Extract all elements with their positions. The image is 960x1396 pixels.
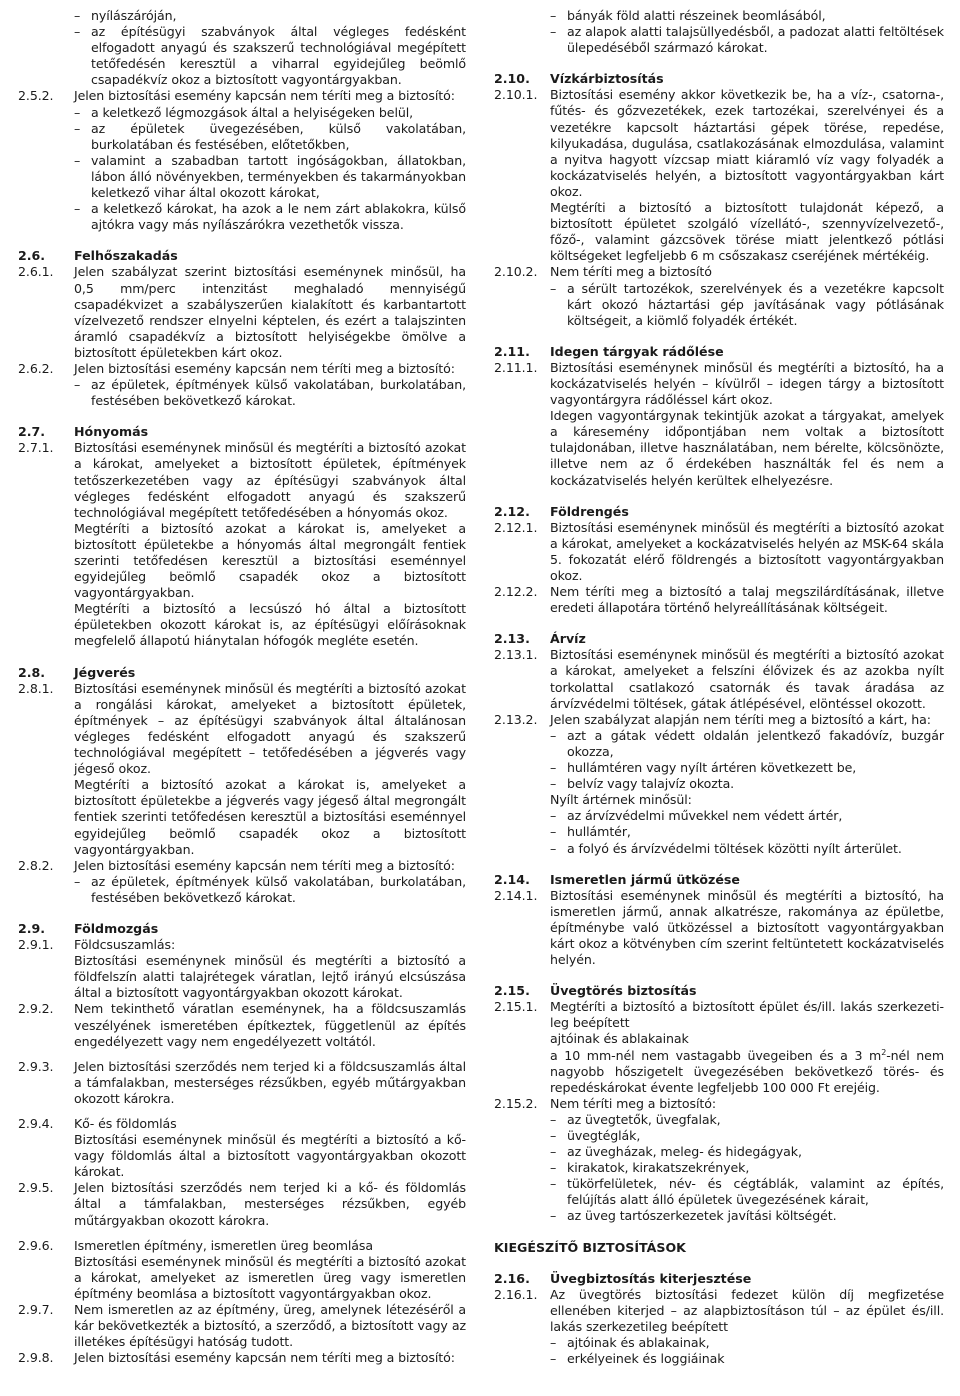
clause-text: Biztosítási eseménynek minősül és megtéríti a biztosító azokat a rongálási károkat, amelyeket a biztosított épületek, építmények – az építésügyi szabványok által általánosan végleges fedésként elfogadott anyagú és szakszerű technológiával megépített – tetőfedésében a jégverés vagy jégeső okoz. xyxy=(74,680,466,777)
clause-number: 2.15.2. xyxy=(494,1095,538,1111)
clause-number: 2.14.1. xyxy=(494,887,538,903)
clause-text: Biztosítási eseménynek minősül és megtéríti a biztosító azokat a károkat, amelyeket az ismeretlen üreg vagy ismeretlen építmény beomlása a biztosított vagyontárgyakban okoz. xyxy=(74,1253,466,1301)
clause-number: 2.9.7. xyxy=(18,1302,54,1318)
section-title: Felhőszakadás xyxy=(74,248,178,264)
list-item: – belvíz vagy talajvíz okozta. xyxy=(550,776,944,792)
clause-text: Biztosítási eseménynek minősül és megtéríti a biztosító azokat a károkat, amelyeket a felszíni élővizek és az azokba nyílt torkolattal csatlakozó csatornák és tavak áradása az árvízvédelmi töltések, gátak átlépésével, elöntéssel okozott. xyxy=(550,647,944,711)
clause-number: 2.5.2. xyxy=(18,88,54,104)
list-item: – tükörfelületek, név- és cégtáblák, valamint az építés, felújítás alatt álló épületek üvegezésének kárait, xyxy=(550,1176,944,1208)
section-heading-2-6 xyxy=(18,248,466,264)
clause-text: Jelen szabályzat szerint biztosítási eseménynek minősül, ha 0,5 mm/perc intenzitást meghaladó mennyiségű csapadékvizet a szabályszerűen kialakított és karbantartott vízelvezető rendszer elnyelni képtelen, és ezért a talajszinten áramló csapadékvíz a biztosított helyiségekbe ömölve a biztosított épületekben kárt okoz. xyxy=(74,264,466,360)
list-item: – üvegtéglák, xyxy=(550,1128,944,1144)
section-number: 2.11. xyxy=(494,343,530,359)
section-title: Árvíz xyxy=(550,631,586,647)
clause-text: Biztosítási eseménynek minősül és megtéríti a biztosító a földfelszín alatti talajrétegek váratlan, lejtő irányú elcsúszása által a biztosított vagyontárgyakban okozott károkat. xyxy=(74,953,466,1001)
list-item: – azt a gátak védett oldalán jelentkező fakadóvíz, buzgár okozza, xyxy=(550,728,944,760)
section-heading-2-10 xyxy=(494,71,944,87)
clause-number: 2.10.2. xyxy=(494,264,538,280)
clause-2-10-2 xyxy=(494,264,944,280)
clause-text: Jelen biztosítási esemény kapcsán nem téríti meg a biztosító: xyxy=(74,360,455,376)
clause-text: Nem téríti meg a biztosító a talaj megszilárdításának, illetve eredeti állapotára történő helyreállításának költségeit. xyxy=(550,584,944,616)
clause-paragraph xyxy=(494,1031,944,1047)
clause-number: 2.9.5. xyxy=(18,1180,54,1196)
list-item: – nyílászáróján, xyxy=(74,8,466,24)
clause-2-15-1 xyxy=(494,999,944,1031)
clause-number: 2.10.1. xyxy=(494,87,538,103)
section-heading-2-8 xyxy=(18,665,466,681)
clause-2-16-1 xyxy=(494,1287,944,1335)
clause-number: 2.16.1. xyxy=(494,1286,538,1302)
section-title: Idegen tárgyak rádőlése xyxy=(550,343,724,359)
clause-2-5-2 xyxy=(18,88,466,104)
list-item: – az üvegtetők, üvegfalak, xyxy=(550,1112,944,1128)
section-number: 2.13. xyxy=(494,631,530,647)
clause-text: Megtéríti a biztosító azokat a károkat is, amelyeket a biztosított épületekbe a hónyomás által megrongált fentiek szerinti tetőfedésen keresztül a biztosítási eseménnyel egyidejűleg beömlő csapadék okoz a biztosított vagyontárgyakban. xyxy=(74,520,466,601)
clause-text: Nem téríti meg a biztosító xyxy=(550,264,712,280)
section-heading-2-12 xyxy=(494,504,944,520)
clause-text: Jelen biztosítási esemény kapcsán nem téríti meg a biztosító: xyxy=(74,1350,455,1366)
clause-text: Jelen biztosítási szerződés nem terjed ki a kő- és földomlás által a támfalakban, mesterséges rézsűkben, egyéb műtárgyakban okozott károkra. xyxy=(74,1180,466,1228)
list-item: – a sérült tartozékok, szerelvények és a vezetékre kapcsolt kárt okozó háztartási gép javításának vagy pótlásának költségeit, a kiömlő folyadék értékét. xyxy=(550,281,944,329)
section-number: 2.10. xyxy=(494,71,530,87)
clause-paragraph xyxy=(494,792,944,808)
list-item: – valamint a szabadban tartott ingóságokban, állatokban, lábon álló növényekben, terményekben és takarmányokban keletkező vihar által okozott károkat, xyxy=(74,153,466,201)
left-column xyxy=(18,8,466,1366)
section-number: 2.6. xyxy=(18,248,46,264)
section-heading-2-11 xyxy=(494,344,944,360)
list-item: – a keletkező légmozgások által a helyiségeken belül, xyxy=(74,105,466,121)
clause-paragraph xyxy=(18,1254,466,1302)
section-heading-2-15 xyxy=(494,983,944,999)
clause-number: 2.13.1. xyxy=(494,647,538,663)
list-item: – az épületek üvegezésében, külső vakolatában, burkolatában és festésében, előtetőkben, xyxy=(74,121,466,153)
clause-number: 2.9.8. xyxy=(18,1350,54,1366)
clause-2-6-1 xyxy=(18,264,466,361)
section-number: 2.9. xyxy=(18,920,46,936)
clause-2-9-3 xyxy=(18,1059,466,1107)
section-number: 2.12. xyxy=(494,503,530,519)
section-heading-2-13 xyxy=(494,631,944,647)
list-item: – az alapok alatti talajsüllyedésből, a padozat alatti feltöltések ülepedéséből származó károkat. xyxy=(550,24,944,56)
clause-number: 2.6.2. xyxy=(18,360,54,376)
list-item: – ajtóinak és ablakainak, xyxy=(550,1335,944,1351)
section-title: Ismeretlen jármű ütközése xyxy=(550,871,740,887)
clause-text: Nem ismeretlen az az építmény, üreg, amelynek létezéséről a kár bekövetkezték a biztosító, a szerződő, a biztosított vagy az illetékes építésügyi hatóság tudott. xyxy=(74,1302,466,1350)
clause-2-10-1 xyxy=(494,87,944,200)
clause-number: 2.9.6. xyxy=(18,1237,54,1253)
section-title: Földmozgás xyxy=(74,920,159,936)
clause-number: 2.8.2. xyxy=(18,857,54,873)
clause-2-9-2 xyxy=(18,1001,466,1049)
clause-2-14-1 xyxy=(494,888,944,968)
supplementary-heading: KIEGÉSZÍTŐ BIZTOSÍTÁSOK xyxy=(494,1239,686,1255)
list-item: – kirakatok, kirakatszekrények, xyxy=(550,1160,944,1176)
clause-text: Biztosítási esemény akkor következik be, ha a víz-, csatorna-, fűtés- és gőzvezetékek, ezek tartozékai, szerelvényei és a vezetékre kapcsolt háztartási gépek törése, repedése, kilyukadása, dugulása, csatlakozásának elmozdulása, valamint a nyitva hagyott vízcsap miatt kiáramló víz vagy folyadék a kockázatviselés helyén, a biztosított vagyontárgyakban kárt okoz. xyxy=(550,87,944,199)
clause-number: 2.7.1. xyxy=(18,440,54,456)
clause-2-9-1 xyxy=(18,937,466,953)
right-column xyxy=(494,8,944,1367)
list-item: – az üvegházak, meleg- és hidegágyak, xyxy=(550,1144,944,1160)
clause-number: 2.9.2. xyxy=(18,1001,54,1017)
clause-2-9-4 xyxy=(18,1116,466,1132)
clause-number: 2.8.1. xyxy=(18,680,54,696)
clause-text: Megtéríti a biztosító azokat a károkat is, amelyeket a biztosított épületekbe a jégverés vagy jégeső által megrongált fentiek szerinti tetőfedésen keresztül a biztosítási eseménnyel egyidejűleg beömlő csapadék okoz a biztosított vagyontárgyakban. xyxy=(74,777,466,857)
clause-text: Biztosítási eseménynek minősül és megtéríti a biztosító, ha a kockázatviselés helyén – kívülről – idegen tárgy a biztosított vagyontárgyra rádőléssel kárt okoz. xyxy=(550,359,944,408)
list-item: – erkélyeinek és loggiáinak xyxy=(550,1351,944,1367)
section-title: Földrengés xyxy=(550,503,629,519)
clause-number: 2.13.2. xyxy=(494,711,538,727)
clause-paragraph xyxy=(494,1048,944,1096)
clause-text: Jelen biztosítási szerződés nem terjed ki a földcsuszamlás által a támfalakban, mesterséges rézsűkben, egyéb műtárgyakban okozott károkra. xyxy=(74,1058,466,1106)
list-item: – bányák föld alatti részeinek beomlásából, xyxy=(550,8,944,24)
clause-text: Az üvegtörés biztosítási fedezet külön díj megfizetése ellenében kiterjed – az alapbiztosításon túl – az épület és/ill. lakás szerkezetileg beépített xyxy=(550,1286,944,1334)
clause-text: Nem téríti meg a biztosító: xyxy=(550,1095,716,1111)
clause-text: Földcsuszamlás: xyxy=(74,937,176,953)
clause-text: Nem tekinthető váratlan eseménynek, ha a földcsuszamlás veszélyének ismeretében építkeztek, függetlenül az építés engedélyezett vagy nem engedélyezett voltától. xyxy=(74,1001,466,1049)
section-title: Üvegbiztosítás kiterjesztése xyxy=(550,1270,752,1286)
clause-number: 2.9.3. xyxy=(18,1058,54,1074)
clause-text: Ismeretlen építmény, ismeretlen üreg beomlása xyxy=(74,1237,373,1253)
section-heading-2-14 xyxy=(494,872,944,888)
clause-text-part: a 10 mm-nél nem vastagabb üvegeiben és a 3 m xyxy=(550,1047,882,1063)
clause-2-7-1 xyxy=(18,440,466,520)
clause-text: Megtéríti a biztosító a biztosított épület és/ill. lakás szerkezeti-leg beépített xyxy=(550,999,944,1031)
clause-2-9-5 xyxy=(18,1180,466,1228)
clause-2-15-2 xyxy=(494,1096,944,1112)
clause-text: Biztosítási eseménynek minősül és megtéríti a biztosító a kő- vagy földomlás által a biztosított vagyontárgyakban okozott károkat. xyxy=(74,1132,466,1180)
clause-2-9-6 xyxy=(18,1238,466,1254)
list-item: – hullámtéren vagy nyílt ártéren következett be, xyxy=(550,760,944,776)
clause-2-8-2 xyxy=(18,858,466,874)
section-heading-2-16 xyxy=(494,1271,944,1287)
list-item: – a keletkező károkat, ha azok a le nem zárt ablakokra, külső ajtókra vagy más nyílászárókra vezethetők vissza. xyxy=(74,201,466,233)
section-title: Vízkárbiztosítás xyxy=(550,71,664,87)
clause-text: Biztosítási eseménynek minősül és megtéríti a biztosító, ha ismeretlen jármű, annak alkatrésze, rakománya az épületbe, építménybe való ütközéssel a biztosított vagyontárgyakban kárt okoz a kötvényben cím szerint feltüntetett kockázatviselés helyén. xyxy=(550,887,944,968)
section-title: Jégverés xyxy=(74,664,136,680)
clause-text: Idegen vagyontárgynak tekintjük azokat a tárgyakat, amelyek a káresemény időpontjában nem voltak a biztosított tulajdonában, illetve használatában, nem bérelte, kölcsönözte, illetve nem az ő érdekében használták fel és nem a kockázatviselés helyén kerültek elhelyezésre. xyxy=(550,408,944,488)
clause-2-9-7 xyxy=(18,1302,466,1350)
clause-number: 2.6.1. xyxy=(18,264,54,280)
clause-text: Jelen szabályzat alapján nem téríti meg a biztosító a kárt, ha: xyxy=(550,711,931,727)
list-item: – az épületek, építmények külső vakolatában, burkolatában, festésében bekövetkező károkat. xyxy=(74,377,466,409)
clause-text: Megtéríti a biztosító a biztosított tulajdonát képező, a biztosított épületet szolgáló vízellátó-, szennyvízelvezető-, főző-, valamint gázcsövek törése miatt jelentkező pótlási költségeket legfeljebb 6 m csőszakasz cseréjének mértékéig. xyxy=(550,200,944,264)
clause-2-13-2 xyxy=(494,712,944,728)
clause-paragraph xyxy=(18,601,466,649)
clause-number: 2.11.1. xyxy=(494,359,538,375)
clause-number: 2.12.2. xyxy=(494,584,538,600)
clause-number: 2.9.1. xyxy=(18,937,54,953)
clause-text: Biztosítási eseménynek minősül és megtéríti a biztosító azokat a károkat, amelyeket a biztosított épületek, építmények tetőszerkezetében vagy az építésügyi szabványok által végleges fedésként elfogadott anyagú és szakszerű technológiával megépített tetőfedésében a hónyomás okoz. xyxy=(74,440,466,520)
clause-paragraph xyxy=(494,200,944,264)
clause-number: 2.12.1. xyxy=(494,519,538,535)
clause-paragraph xyxy=(18,521,466,601)
list-item: – az üveg tartószerkezetek javítási költségét. xyxy=(550,1208,944,1224)
section-number: 2.7. xyxy=(18,424,46,440)
clause-paragraph xyxy=(18,1132,466,1180)
clause-text: Biztosítási eseménynek minősül és megtéríti a biztosító azokat a károkat, amelyeket a kockázatviselés helyén az MSK-64 skála 5. fokozatát elérő földrengés a biztosított vagyontárgyakban okoz. xyxy=(550,519,944,583)
list-item: – az épületek, építmények külső vakolatában, burkolatában, festésében bekövetkező károkat. xyxy=(74,874,466,906)
clause-text: Jelen biztosítási esemény kapcsán nem téríti meg a biztosító: xyxy=(74,88,455,104)
section-heading-2-7 xyxy=(18,424,466,440)
clause-2-13-1 xyxy=(494,647,944,711)
clause-number: 2.9.4. xyxy=(18,1116,54,1131)
clause-number: 2.15.1. xyxy=(494,999,538,1015)
section-title: Üvegtörés biztosítás xyxy=(550,983,697,999)
clause-2-12-1 xyxy=(494,520,944,584)
clause-text: Kő- és földomlás xyxy=(74,1116,177,1131)
list-item: – hullámtér, xyxy=(550,824,944,840)
clause-text-part: -nél nem nagyobb hőszigetelt üvegezésében bekövetkező törés- és repedéskárokat évente legfeljebb 100 000 Ft erejéig. xyxy=(550,1047,944,1095)
clause-paragraph xyxy=(18,953,466,1001)
clause-2-11-1 xyxy=(494,360,944,408)
list-item: – az árvízvédelmi művekkel nem védett ártér, xyxy=(550,808,944,824)
clause-text xyxy=(550,1048,944,1096)
clause-2-8-1 xyxy=(18,681,466,778)
list-item: – a folyó és árvízvédelmi töltések közötti nyílt árterület. xyxy=(550,841,944,857)
superscript: 2 xyxy=(881,1047,887,1057)
section-number: 2.14. xyxy=(494,871,530,887)
section-title: Hónyomás xyxy=(74,424,149,440)
clause-text: Nyílt ártérnek minősül: xyxy=(550,792,692,808)
section-number: 2.15. xyxy=(494,983,530,999)
section-number: 2.8. xyxy=(18,664,46,680)
clause-2-9-8 xyxy=(18,1350,466,1366)
section-number: 2.16. xyxy=(494,1270,530,1286)
list-item: – az építésügyi szabványok által végleges fedésként elfogadott anyagú és szakszerű technológiával megépített tetőfedésén keresztül a viharral egyidejűleg beömlő csapadékvíz okoz a biztosított vagyontárgyakban. xyxy=(74,24,466,88)
clause-2-6-2 xyxy=(18,361,466,377)
clause-text: Jelen biztosítási esemény kapcsán nem téríti meg a biztosító: xyxy=(74,857,455,873)
clause-text: Megtéríti a biztosító a lecsúszó hó által a biztosított épületekben okozott károkat is, az építésügyi előírásoknak megfelelő állapotú hiánytalan hófogók megléte esetén. xyxy=(74,601,466,649)
clause-paragraph xyxy=(494,408,944,488)
clause-text: ajtóinak és ablakainak xyxy=(550,1031,689,1047)
clause-2-12-2 xyxy=(494,584,944,616)
clause-paragraph xyxy=(18,777,466,857)
section-heading-2-9 xyxy=(18,921,466,937)
